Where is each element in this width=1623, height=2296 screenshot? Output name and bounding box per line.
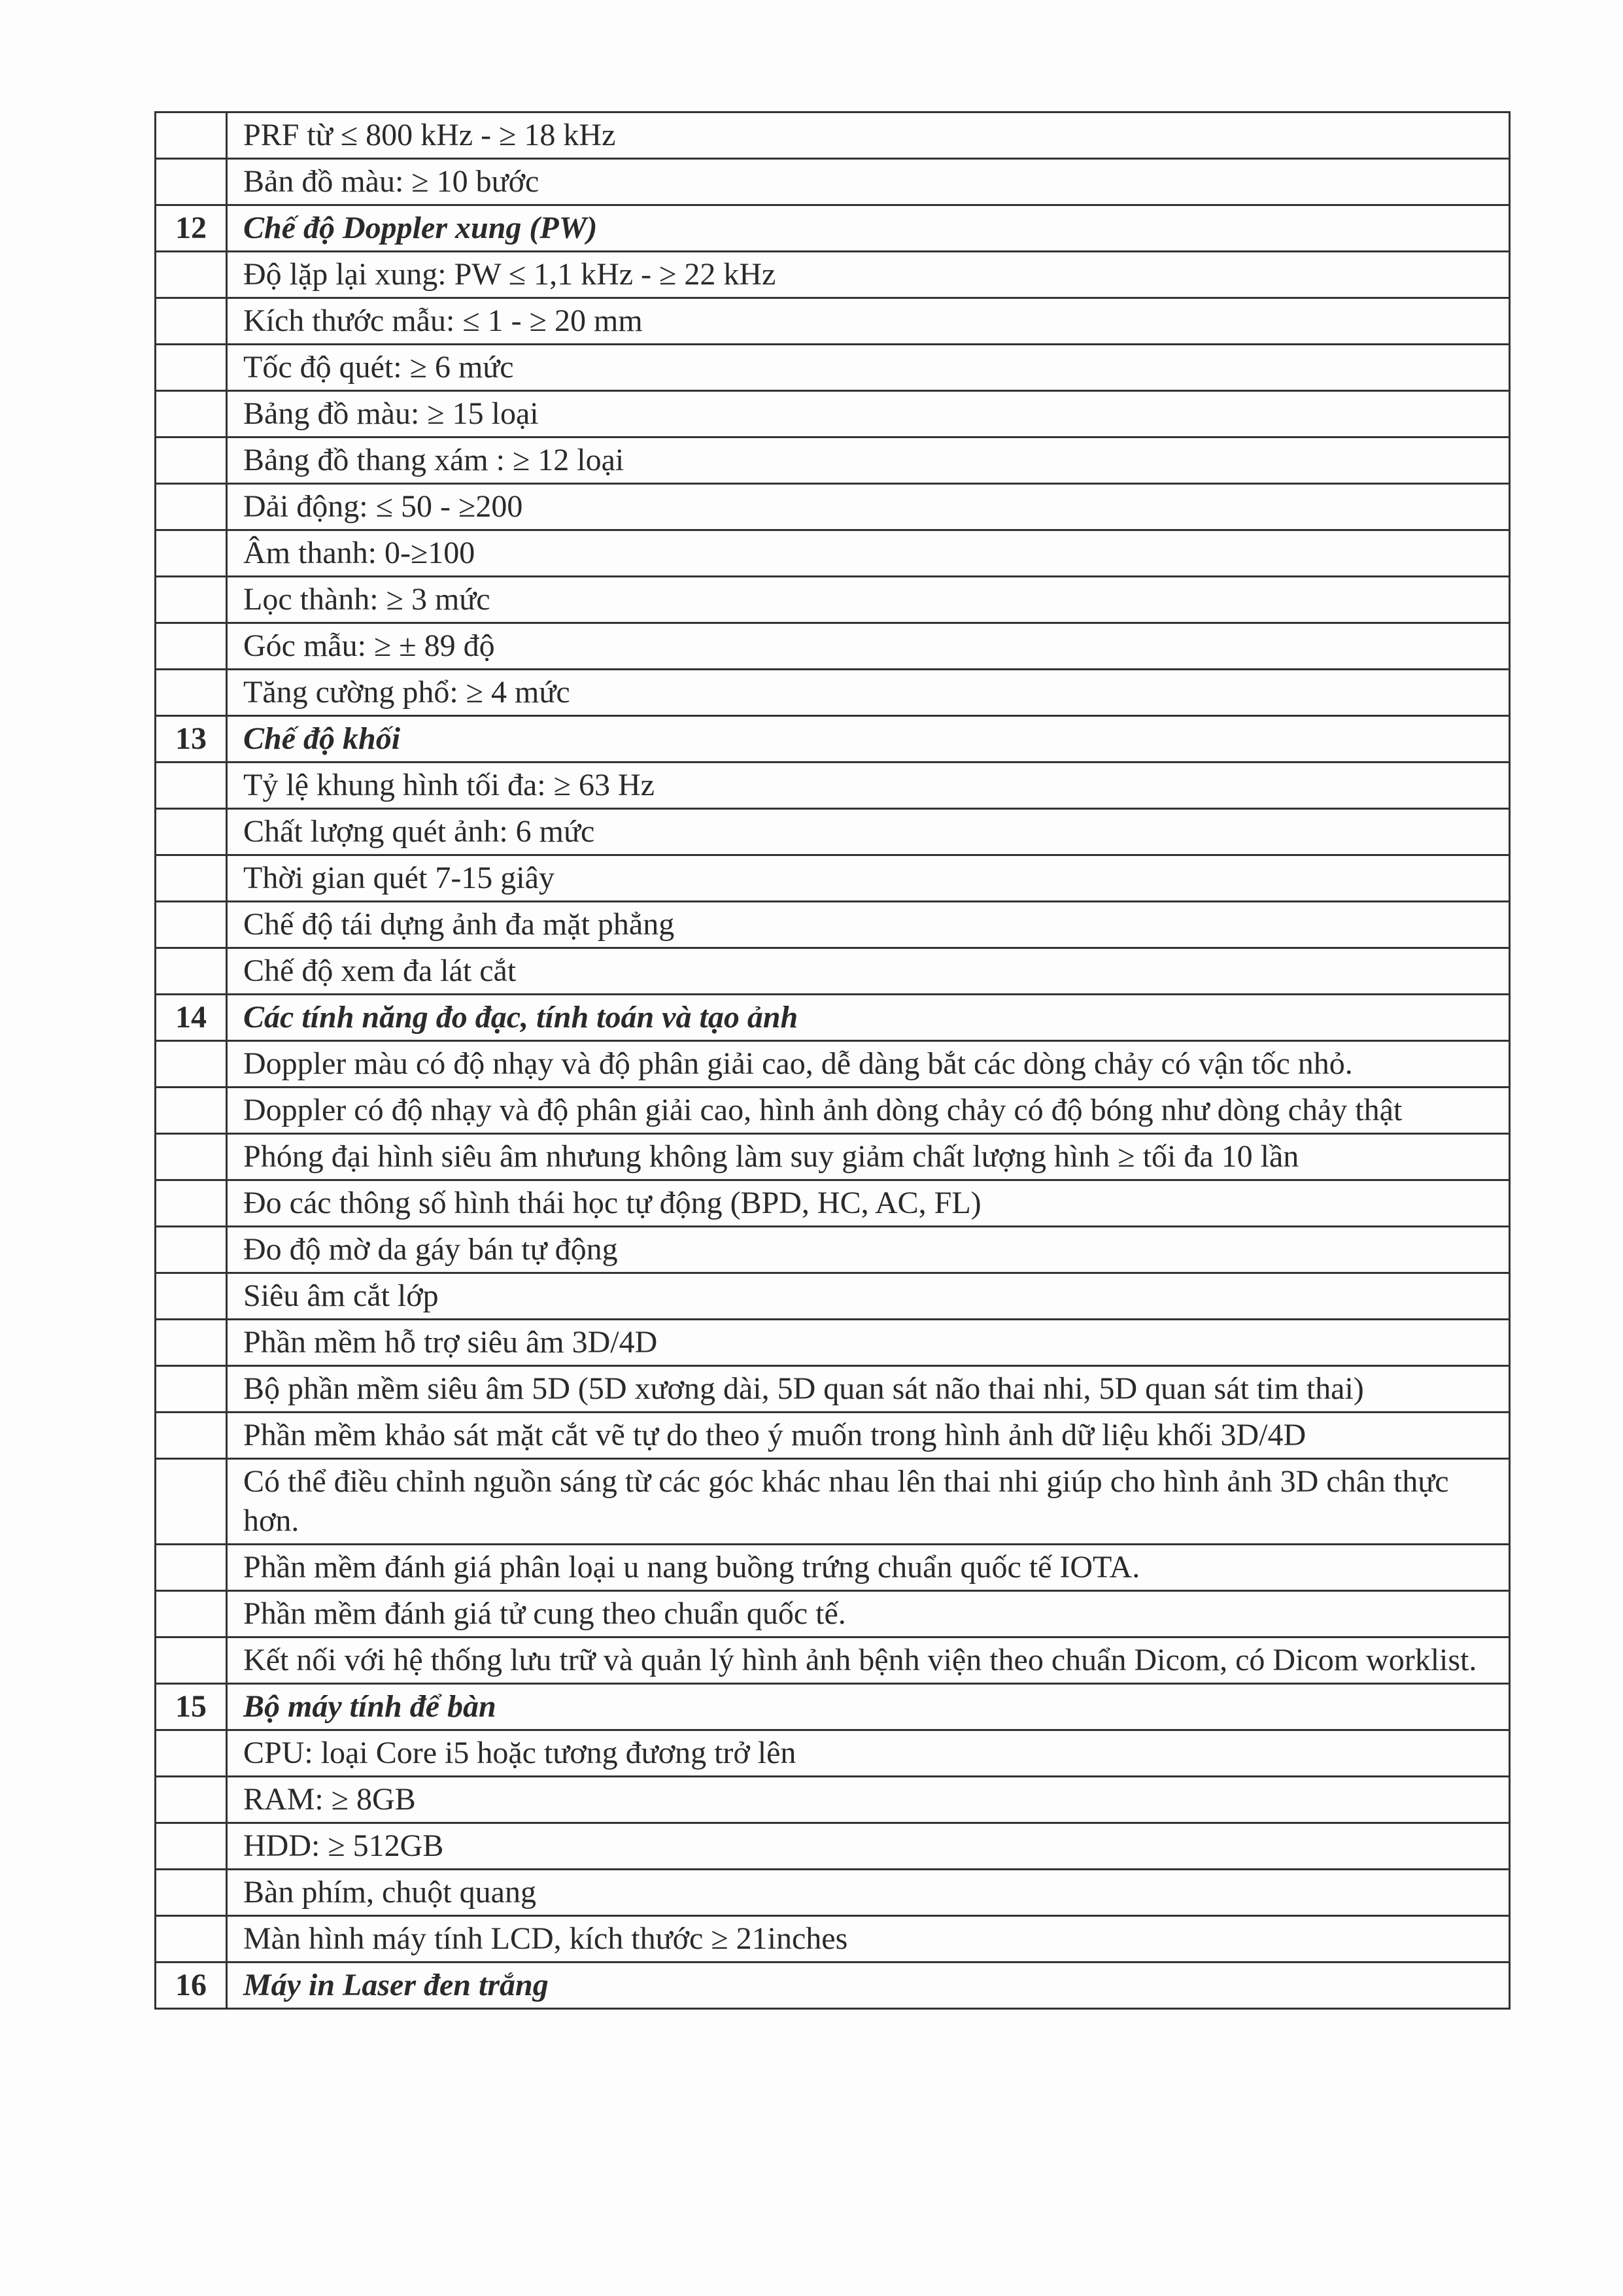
row-number: [156, 1591, 227, 1637]
spec-item: Chất lượng quét ảnh: 6 mức: [227, 809, 1510, 855]
spec-item: Kết nối với hệ thống lưu trữ và quản lý hình ảnh bệnh viện theo chuẩn Dicom, có Dicom worklist.: [227, 1637, 1510, 1684]
row-number: [156, 484, 227, 530]
row-number: 13: [156, 716, 227, 762]
table-row: [156, 1320, 1510, 1366]
row-number: [156, 1730, 227, 1777]
row-number: [156, 762, 227, 809]
section-title: Chế độ Doppler xung (PW): [227, 205, 1510, 252]
row-number: 14: [156, 995, 227, 1041]
table-row: [156, 1777, 1510, 1823]
spec-item: Bàn phím, chuột quang: [227, 1870, 1510, 1916]
spec-item: Bộ phần mềm siêu âm 5D (5D xương dài, 5D quan sát não thai nhi, 5D quan sát tim thai): [227, 1366, 1510, 1413]
spec-item: RAM: ≥ 8GB: [227, 1777, 1510, 1823]
spec-item: Đo các thông số hình thái học tự động (BPD, HC, AC, FL): [227, 1180, 1510, 1227]
row-number: [156, 345, 227, 391]
row-number: 12: [156, 205, 227, 252]
section-row: [156, 1962, 1510, 2009]
table-row: [156, 1459, 1510, 1545]
table-row: [156, 1591, 1510, 1637]
table-row: [156, 762, 1510, 809]
row-number: [156, 1413, 227, 1459]
spec-item: Kích thước mẫu: ≤ 1 - ≥ 20 mm: [227, 298, 1510, 345]
row-number: [156, 391, 227, 437]
section-row: [156, 205, 1510, 252]
table-row: [156, 345, 1510, 391]
table-row: [156, 1041, 1510, 1088]
row-number: [156, 252, 227, 298]
spec-item: Đo độ mờ da gáy bán tự động: [227, 1227, 1510, 1273]
spec-item: Bảng đồ thang xám : ≥ 12 loại: [227, 437, 1510, 484]
spec-item: Chế độ tái dựng ảnh đa mặt phẳng: [227, 902, 1510, 948]
spec-item: Âm thanh: 0-≥100: [227, 530, 1510, 577]
spec-item: Lọc thành: ≥ 3 mức: [227, 577, 1510, 623]
spec-item: Bản đồ màu: ≥ 10 bước: [227, 159, 1510, 205]
row-number: [156, 1227, 227, 1273]
table-row: [156, 159, 1510, 205]
row-number: [156, 809, 227, 855]
table-row: [156, 902, 1510, 948]
table-row: [156, 1870, 1510, 1916]
spec-item: Màn hình máy tính LCD, kích thước ≥ 21inches: [227, 1916, 1510, 1962]
table-row: [156, 623, 1510, 670]
table-row: [156, 112, 1510, 159]
table-row: [156, 391, 1510, 437]
row-number: [156, 902, 227, 948]
spec-item: Có thể điều chỉnh nguồn sáng từ các góc khác nhau lên thai nhi giúp cho hình ảnh 3D chân thực hơn.: [227, 1459, 1510, 1545]
row-number: [156, 1273, 227, 1320]
table-row: [156, 1180, 1510, 1227]
table-row: [156, 855, 1510, 902]
row-number: [156, 159, 227, 205]
row-number: [156, 1459, 227, 1545]
table-row: [156, 1413, 1510, 1459]
section-row: [156, 1684, 1510, 1730]
spec-item: Độ lặp lại xung: PW ≤ 1,1 kHz - ≥ 22 kHz: [227, 252, 1510, 298]
table-row: [156, 437, 1510, 484]
table-row: [156, 670, 1510, 716]
section-title: Các tính năng đo đạc, tính toán và tạo ảnh: [227, 995, 1510, 1041]
spec-item: Phần mềm hỗ trợ siêu âm 3D/4D: [227, 1320, 1510, 1366]
row-number: [156, 1916, 227, 1962]
row-number: [156, 1366, 227, 1413]
table-row: [156, 530, 1510, 577]
table-row: [156, 1273, 1510, 1320]
table-row: [156, 298, 1510, 345]
row-number: 15: [156, 1684, 227, 1730]
row-number: [156, 1823, 227, 1870]
row-number: [156, 948, 227, 995]
spec-item: Phần mềm đánh giá tử cung theo chuẩn quốc tế.: [227, 1591, 1510, 1637]
row-number: [156, 1545, 227, 1591]
spec-item: Bảng đồ màu: ≥ 15 loại: [227, 391, 1510, 437]
section-title: Bộ máy tính để bàn: [227, 1684, 1510, 1730]
row-number: 16: [156, 1962, 227, 2009]
row-number: [156, 298, 227, 345]
spec-item: Góc mẫu: ≥ ± 89 độ: [227, 623, 1510, 670]
table-row: [156, 809, 1510, 855]
section-row: [156, 716, 1510, 762]
row-number: [156, 855, 227, 902]
spec-item: Tỷ lệ khung hình tối đa: ≥ 63 Hz: [227, 762, 1510, 809]
spec-item: HDD: ≥ 512GB: [227, 1823, 1510, 1870]
table-row: [156, 948, 1510, 995]
table-row: [156, 1637, 1510, 1684]
table-row: [156, 1916, 1510, 1962]
spec-item: Dải động: ≤ 50 - ≥200: [227, 484, 1510, 530]
spec-item: CPU: loại Core i5 hoặc tương đương trở lên: [227, 1730, 1510, 1777]
spec-item: Phóng đại hình siêu âm nhưung không làm suy giảm chất lượng hình ≥ tối đa 10 lần: [227, 1134, 1510, 1180]
row-number: [156, 1320, 227, 1366]
table-row: [156, 1730, 1510, 1777]
row-number: [156, 1041, 227, 1088]
section-title: Chế độ khối: [227, 716, 1510, 762]
spec-item: PRF từ ≤ 800 kHz - ≥ 18 kHz: [227, 112, 1510, 159]
spec-item: Chế độ xem đa lát cắt: [227, 948, 1510, 995]
spec-table-body: [156, 112, 1510, 2009]
row-number: [156, 1134, 227, 1180]
row-number: [156, 1870, 227, 1916]
section-title: Máy in Laser đen trắng: [227, 1962, 1510, 2009]
row-number: [156, 670, 227, 716]
spec-item: Phần mềm khảo sát mặt cắt vẽ tự do theo ý muốn trong hình ảnh dữ liệu khối 3D/4D: [227, 1413, 1510, 1459]
row-number: [156, 530, 227, 577]
spec-item: Siêu âm cắt lớp: [227, 1273, 1510, 1320]
row-number: [156, 1777, 227, 1823]
spec-item: Phần mềm đánh giá phân loại u nang buồng trứng chuẩn quốc tế IOTA.: [227, 1545, 1510, 1591]
spec-item: Tăng cường phổ: ≥ 4 mức: [227, 670, 1510, 716]
table-row: [156, 484, 1510, 530]
row-number: [156, 1180, 227, 1227]
row-number: [156, 1088, 227, 1134]
section-row: [156, 995, 1510, 1041]
table-row: [156, 1366, 1510, 1413]
spec-item: Thời gian quét 7-15 giây: [227, 855, 1510, 902]
spec-item: Tốc độ quét: ≥ 6 mức: [227, 345, 1510, 391]
table-row: [156, 1134, 1510, 1180]
row-number: [156, 623, 227, 670]
spec-item: Doppler màu có độ nhạy và độ phân giải cao, dễ dàng bắt các dòng chảy có vận tốc nhỏ.: [227, 1041, 1510, 1088]
spec-table: [154, 111, 1511, 2010]
table-row: [156, 577, 1510, 623]
table-row: [156, 1088, 1510, 1134]
table-row: [156, 1227, 1510, 1273]
row-number: [156, 437, 227, 484]
row-number: [156, 112, 227, 159]
row-number: [156, 577, 227, 623]
table-row: [156, 1545, 1510, 1591]
table-row: [156, 1823, 1510, 1870]
row-number: [156, 1637, 227, 1684]
spec-item: Doppler có độ nhạy và độ phân giải cao, hình ảnh dòng chảy có độ bóng như dòng chảy thật: [227, 1088, 1510, 1134]
table-row: [156, 252, 1510, 298]
